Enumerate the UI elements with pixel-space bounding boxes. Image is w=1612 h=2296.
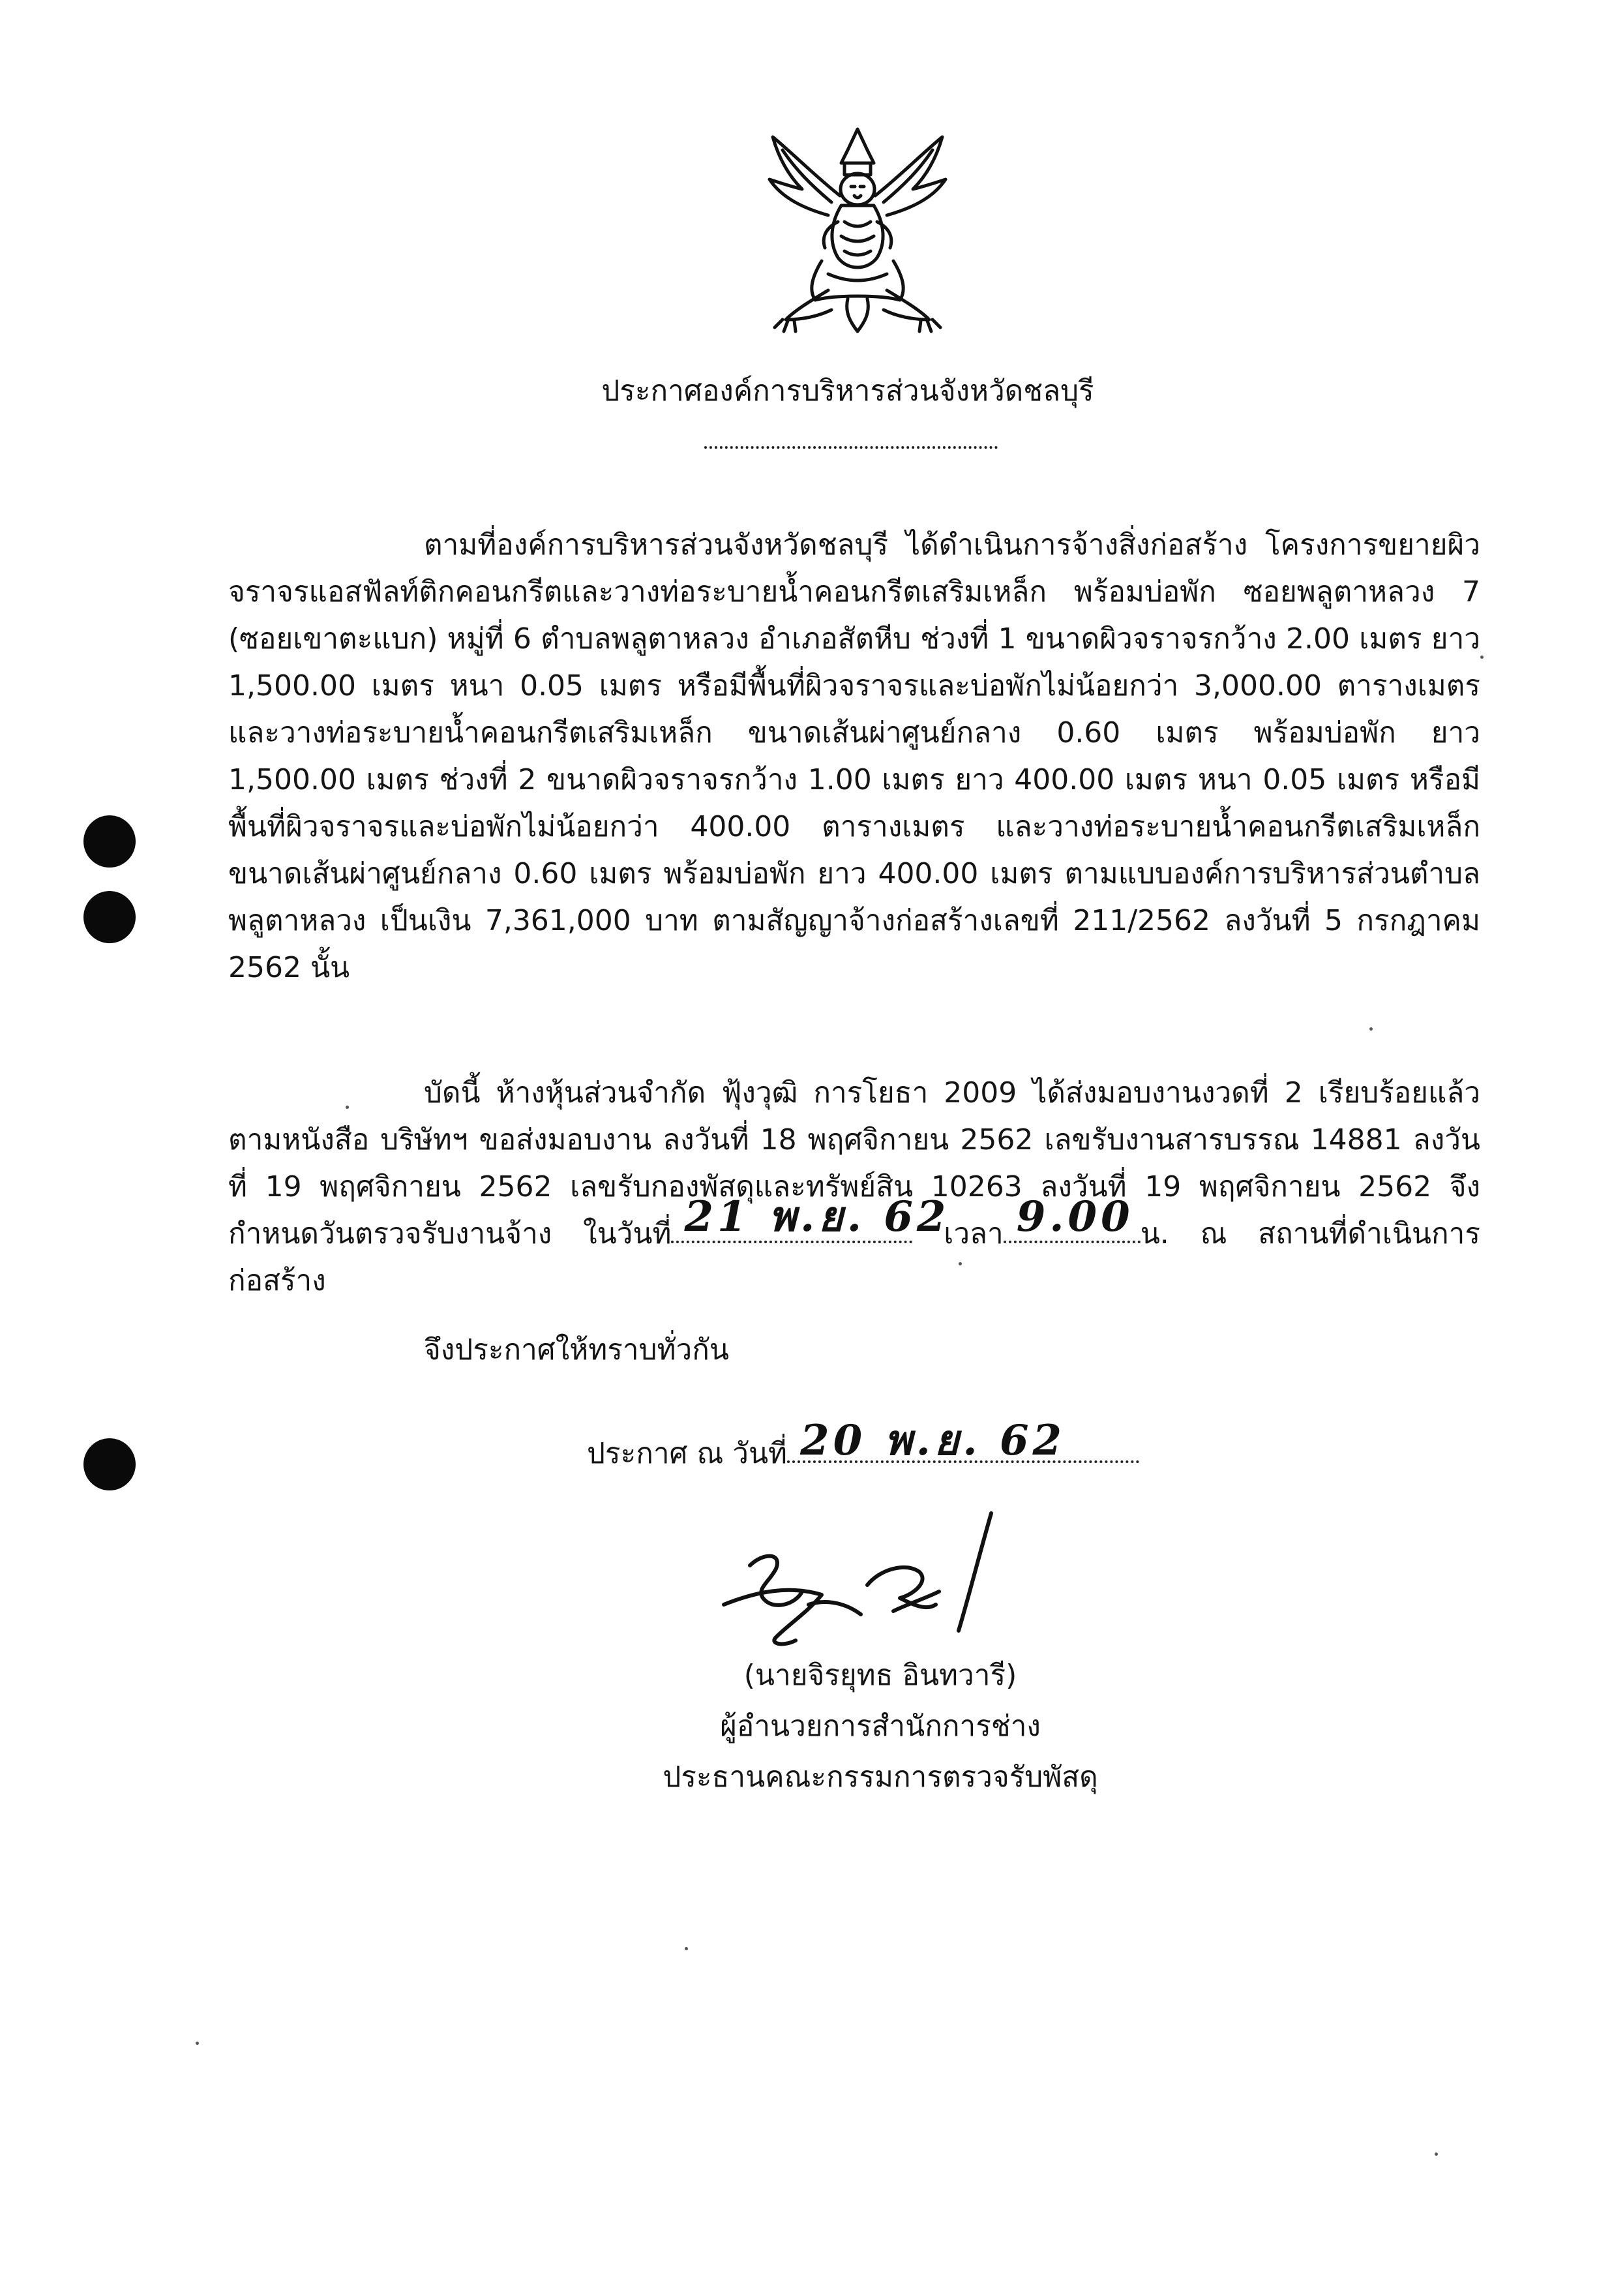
signatory-position: ผู้อำนวยการสำนักการช่าง — [720, 1710, 1041, 1743]
scan-speck — [346, 1106, 349, 1109]
punch-hole — [83, 815, 136, 868]
punch-hole — [83, 1438, 136, 1490]
punch-hole — [83, 891, 136, 943]
announce-date-line — [587, 1416, 1139, 1473]
scan-speck — [685, 1947, 688, 1950]
signatory-name: (นายจิรยุทธ อินทวารี) — [743, 1659, 1017, 1692]
announce-date-field — [787, 1416, 1139, 1465]
signatory-block — [587, 1650, 1174, 1803]
scan-speck — [959, 1262, 962, 1265]
page-title: ประกาศองค์การบริหารส่วนจังหวัดชลบุรี — [601, 374, 1094, 408]
paragraph-contract-details: ตามที่องค์การบริหารส่วนจังหวัดชลบุรี ได้ดำเนินการจ้างสิ่งก่อสร้าง โครงการขยายผิวจราจรแอสฟัลท์ติกคอนกรีตและวางท่อระบายน้ำคอนกรีตเสริมเหล็ก พร้อมบ่อพัก ซอยพลูตาหลวง 7 (ซอยเขาตะแบก) หมู่ที่ 6 ตำบลพลูตาหลวง อำเภอสัตหีบ ช่วงที่ 1 ขนาดผิวจราจรกว้าง 2.00 เมตร ยาว 1,500.00 เมตร หนา 0.05 เมตร หรือมีพื้นที่ผิวจราจรและบ่อพักไม่น้อยกว่า 3,000.00 ตารางเมตร และวางท่อระบายน้ำคอนกรีตเสริมเหล็ก ขนาดเส้นผ่าศูนย์กลาง 0.60 เมตร พร้อมบ่อพัก ยาว 1,500.00 เมตร ช่วงที่ 2 ขนาดผิวจราจรกว้าง 1.00 เมตร ยาว 400.00 เมตร หนา 0.05 เมตร หรือมีพื้นที่ผิวจราจรและบ่อพักไม่น้อยกว่า 400.00 ตารางเมตร และวางท่อระบายน้ำคอนกรีตเสริมเหล็กขนาดเส้นผ่าศูนย์กลาง 0.60 เมตร พร้อมบ่อพัก ยาว 400.00 เมตร ตามแบบองค์การบริหารส่วนตำบลพลูตาหลวง เป็นเงิน 7,361,000 บาท ตามสัญญาจ้างก่อสร้างเลขที่ 211/2562 ลงวันที่ 5 กรกฎาคม 2562 นั้น — [228, 528, 1480, 984]
paragraph-inspection-tail: น. ณ สถานที่ดำเนินการก่อสร้าง — [228, 1217, 1480, 1297]
garuda-emblem-icon — [750, 124, 965, 339]
time-label: เวลา — [944, 1217, 1004, 1250]
scan-speck — [1369, 1027, 1373, 1031]
signatory-role: ประธานคณะกรรมการตรวจรับพัสดุ — [663, 1760, 1098, 1794]
inspect-date-field — [671, 1192, 950, 1243]
closing-notice: จึงประกาศให้ทราบทั่วกัน — [424, 1333, 729, 1367]
inspect-time-handwritten: 9.00 — [1016, 1192, 1134, 1241]
signature-icon — [711, 1507, 1011, 1670]
announce-date-label: ประกาศ ณ วันที่ — [587, 1437, 788, 1470]
inspect-date-handwritten: 21 พ.ย. 62 — [684, 1192, 950, 1241]
scan-speck — [1435, 2152, 1438, 2156]
scan-speck — [196, 2042, 199, 2045]
paragraph-inspection-main: บัดนี้ ห้างหุ้นส่วนจำกัด ฟุ้งวุฒิ การโยธา 2009 ได้ส่งมอบงานงวดที่ 2 เรียบร้อยแล้วตามหนังสือ บริษัทฯ ขอส่งมอบงาน ลงวันที่ 18 พฤศจิกายน 2562 เลขรับงานสารบรรณ 14881 ลงวันที่ 19 พฤศจิกายน 2562 เลขรับกองพัสดุและทรัพย์สิน 10263 ลงวันที่ 19 พฤศจิกายน 2562 จึงกำหนดวันตรวจรับงานจ้าง ในวันที่ — [228, 1076, 1480, 1250]
title-dotted-line — [704, 444, 998, 449]
paragraph-inspection — [228, 1070, 1480, 1305]
scan-speck — [1480, 656, 1484, 659]
inspect-time-field — [1004, 1192, 1141, 1243]
announce-date-handwritten: 20 พ.ย. 62 — [800, 1416, 1066, 1465]
